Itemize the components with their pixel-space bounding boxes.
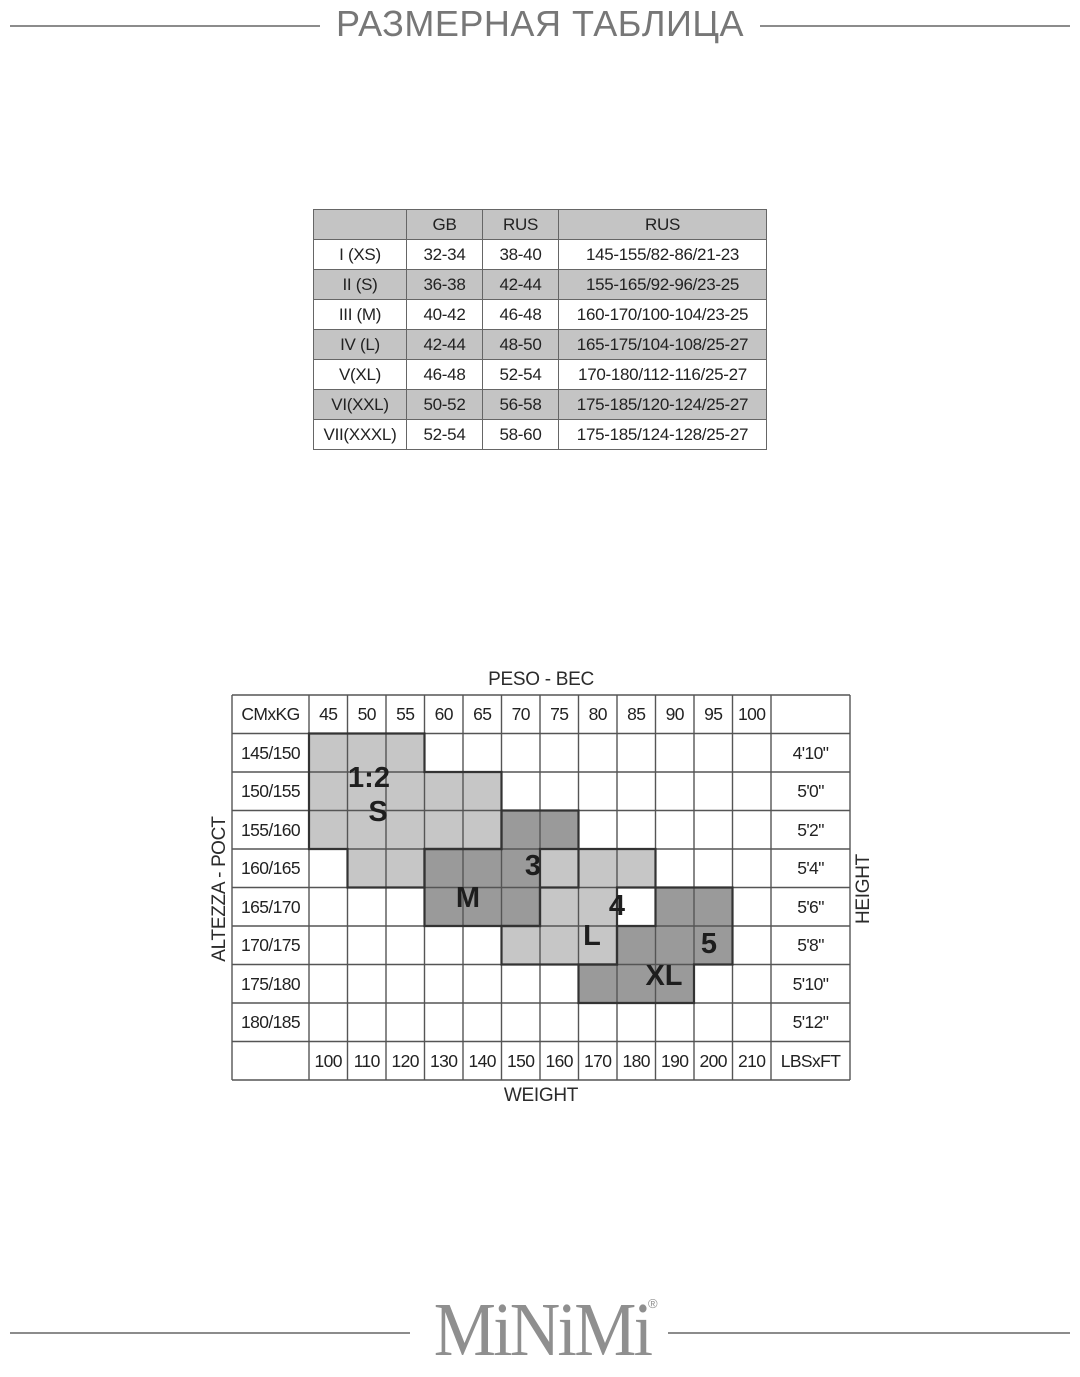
size-region-letter: XL	[645, 960, 683, 992]
table-cell: 48-50	[483, 330, 559, 360]
table-cell: VI(XXL)	[314, 390, 407, 420]
height-cm-label: 180/185	[240, 1012, 301, 1032]
height-cm-label: 170/175	[240, 935, 301, 955]
weight-kg-label: 95	[704, 704, 723, 724]
size-region-number: 4	[608, 890, 626, 922]
height-cm-label: 155/160	[240, 819, 301, 840]
weight-lbs-label: 190	[661, 1050, 689, 1071]
height-ft-label: 5'4"	[797, 858, 824, 878]
table-cell: 145-155/82-86/21-23	[559, 240, 767, 270]
size-region-letter: S	[368, 796, 388, 828]
chart-bottom-title: WEIGHT	[503, 1085, 579, 1106]
header-rule-left	[10, 25, 330, 27]
height-cm-label: 165/170	[240, 896, 301, 917]
height-cm-label: 160/165	[240, 858, 301, 878]
table-row	[314, 240, 767, 270]
table-row	[314, 390, 767, 420]
weight-kg-label: 90	[665, 704, 684, 724]
height-cm-label: 175/180	[240, 973, 301, 994]
table-cell: 58-60	[483, 420, 559, 450]
chart-right-title: HEIGHT	[853, 854, 874, 924]
table-cell: 52-54	[483, 360, 559, 390]
size-region-number: 5	[700, 928, 718, 960]
weight-lbs-label: 210	[738, 1050, 766, 1071]
registered-mark: ®	[648, 1296, 658, 1311]
height-ft-label: 5'2"	[797, 819, 824, 840]
weight-lbs-label: 120	[391, 1050, 419, 1071]
table-cell: III (M)	[314, 300, 407, 330]
table-cell: 175-185/124-128/25-27	[559, 420, 767, 450]
size-grid-chart	[232, 695, 850, 1080]
weight-lbs-label: 150	[507, 1050, 535, 1071]
table-cell: 165-175/104-108/25-27	[559, 330, 767, 360]
table-row	[314, 270, 767, 300]
height-ft-label: 5'0"	[797, 781, 824, 801]
table-cell: IV (L)	[314, 330, 407, 360]
grid-corner-label: LBSxFT	[780, 1050, 841, 1071]
table-cell: 32-34	[407, 240, 483, 270]
weight-kg-label: 60	[434, 704, 453, 724]
table-header-cell: GB	[407, 210, 483, 240]
table-cell: 42-44	[483, 270, 559, 300]
table-cell: 40-42	[407, 300, 483, 330]
weight-lbs-label: 100	[314, 1050, 342, 1071]
table-cell: II (S)	[314, 270, 407, 300]
footer-rule-left	[10, 1332, 410, 1334]
height-ft-label: 4'10"	[792, 742, 829, 763]
height-ft-label: 5'8"	[797, 935, 824, 955]
table-header-cell	[314, 210, 407, 240]
page-title: РАЗМЕРНАЯ ТАБЛИЦА	[320, 2, 760, 46]
weight-kg-label: 85	[627, 704, 646, 724]
table-row	[314, 300, 767, 330]
table-row	[314, 330, 767, 360]
weight-kg-label: 75	[550, 704, 569, 724]
weight-kg-label: 55	[396, 704, 415, 724]
height-cm-label: 145/150	[240, 742, 301, 763]
table-cell: V(XL)	[314, 360, 407, 390]
weight-lbs-label: 130	[430, 1050, 458, 1071]
table-cell: I (XS)	[314, 240, 407, 270]
size-region-letter: M	[455, 882, 481, 914]
weight-lbs-label: 170	[584, 1050, 612, 1071]
table-cell: 160-170/100-104/23-25	[559, 300, 767, 330]
table-cell: VII(XXXL)	[314, 420, 407, 450]
table-row	[314, 420, 767, 450]
weight-kg-label: 50	[357, 704, 376, 724]
table-cell: 52-54	[407, 420, 483, 450]
weight-kg-label: 45	[319, 704, 338, 724]
table-cell: 46-48	[407, 360, 483, 390]
table-cell: 46-48	[483, 300, 559, 330]
chart-top-title: PESO - ВЕС	[488, 669, 594, 690]
height-ft-label: 5'12"	[792, 1012, 829, 1032]
table-cell: 50-52	[407, 390, 483, 420]
weight-kg-label: 65	[473, 704, 492, 724]
table-cell: 155-165/92-96/23-25	[559, 270, 767, 300]
weight-lbs-label: 180	[622, 1050, 650, 1071]
size-table-body	[314, 240, 767, 450]
footer-rule-right	[668, 1332, 1070, 1334]
weight-lbs-label: 160	[545, 1050, 573, 1071]
weight-kg-label: 100	[738, 704, 766, 724]
height-cm-label: 150/155	[240, 781, 301, 801]
weight-lbs-label: 140	[468, 1050, 496, 1071]
weight-lbs-label: 200	[699, 1050, 727, 1071]
size-region-letter: L	[583, 920, 601, 952]
table-cell: 36-38	[407, 270, 483, 300]
header-rule-right	[752, 25, 1070, 27]
grid-corner-label: CMxKG	[241, 704, 300, 724]
table-row	[314, 360, 767, 390]
chart-left-title: ALTEZZA - РОСТ	[209, 816, 230, 962]
table-cell: 38-40	[483, 240, 559, 270]
size-region-number: 3	[524, 850, 542, 882]
table-cell: 42-44	[407, 330, 483, 360]
size-conversion-table	[313, 209, 767, 450]
height-ft-label: 5'10"	[792, 973, 829, 994]
weight-kg-label: 70	[511, 704, 530, 724]
table-header-cell: RUS	[559, 210, 767, 240]
table-cell: 175-185/120-124/25-27	[559, 390, 767, 420]
height-ft-label: 5'6"	[797, 896, 824, 917]
brand-logo: MiNiMi	[433, 1288, 651, 1372]
size-grid-svg	[232, 695, 850, 1080]
weight-lbs-label: 110	[353, 1050, 380, 1071]
table-cell: 56-58	[483, 390, 559, 420]
table-header-cell: RUS	[483, 210, 559, 240]
table-header-row	[314, 210, 767, 240]
weight-kg-label: 80	[588, 704, 607, 724]
size-region-number: 1:2	[348, 762, 390, 794]
table-cell: 170-180/112-116/25-27	[559, 360, 767, 390]
